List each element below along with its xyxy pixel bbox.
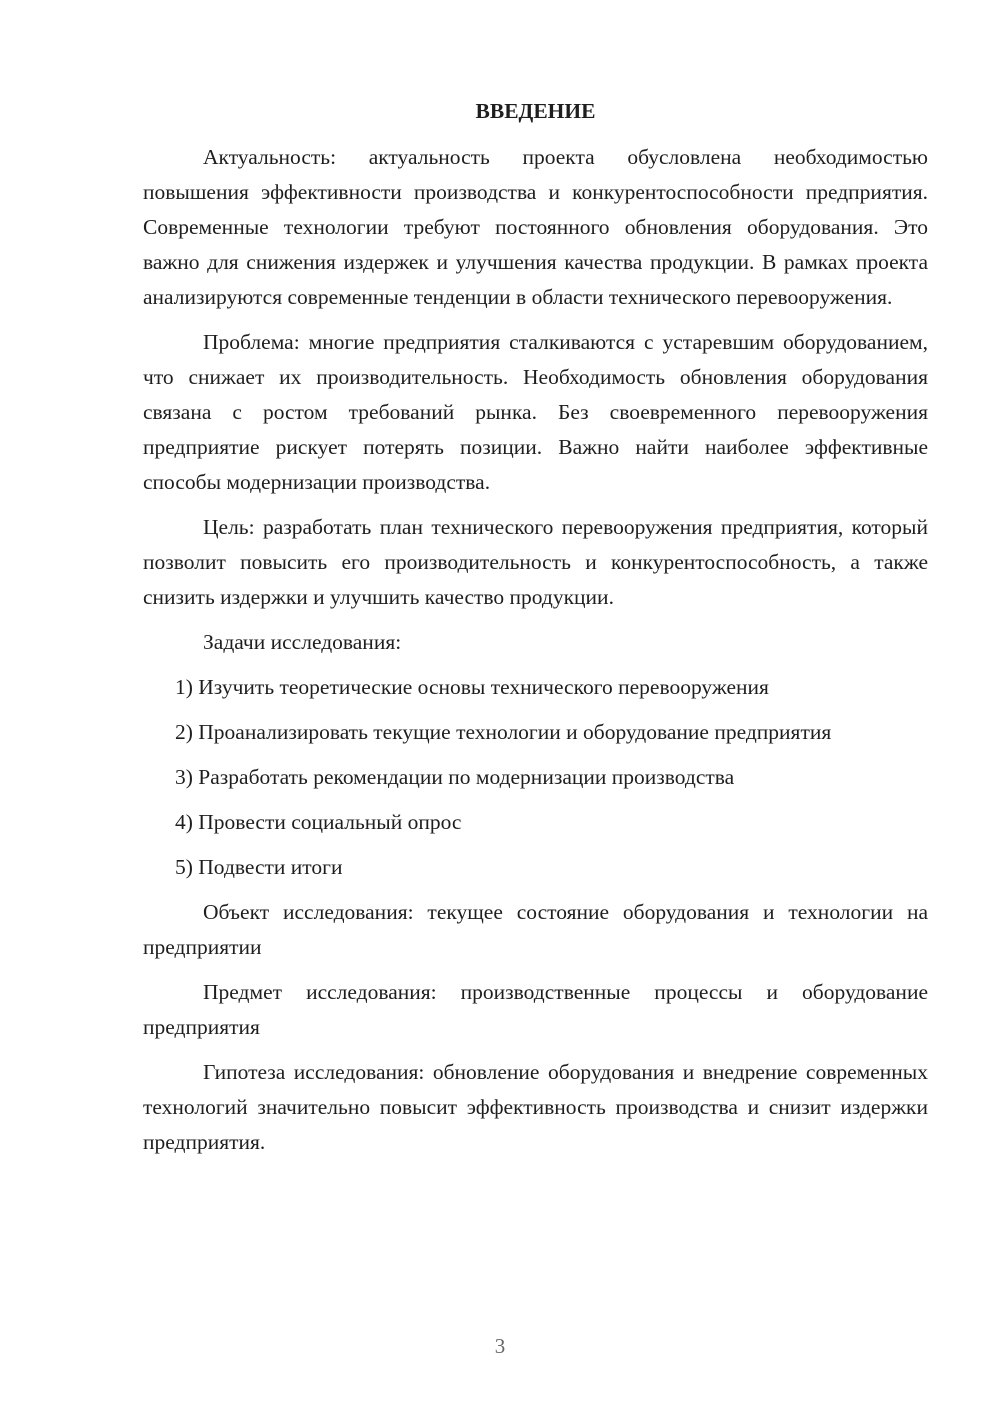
page-number: 3: [494, 1334, 506, 1358]
page-title: ВВЕДЕНИЕ: [475, 99, 596, 123]
document-page: [143, 94, 928, 1170]
paragraph-subject: Предмет исследования: производственные процессы и оборудование предприятия: [143, 980, 928, 1039]
paragraph-problem: Проблема: многие предприятия сталкиваются с устаревшим оборудованием, что снижает их производительность. Необходимость обновления оборудования связана с ростом требований рынка. Без своевременного перевооружения предприятие рискует потерять позиции. Важно найти наиболее эффективные способы модернизации производства.: [143, 330, 928, 494]
task-item: 4) Провести социальный опрос: [175, 810, 462, 834]
tasks-heading: Задачи исследования:: [203, 630, 402, 654]
task-item: 2) Проанализировать текущие технологии и оборудование предприятия: [175, 720, 832, 744]
task-item: 5) Подвести итоги: [175, 855, 343, 879]
paragraph-goal: Цель: разработать план технического перевооружения предприятия, который позволит повысить его производительность и конкурентоспособность, а также снизить издержки и улучшить качество продукции.: [143, 515, 928, 609]
paragraph-hypothesis: Гипотеза исследования: обновление оборудования и внедрение современных технологий значительно повысит эффективность производства и снизит издержки предприятия.: [143, 1060, 928, 1154]
paragraph-object: Объект исследования: текущее состояние оборудования и технологии на предприятии: [143, 900, 928, 959]
task-item: 3) Разработать рекомендации по модернизации производства: [175, 765, 735, 789]
task-item: 1) Изучить теоретические основы технического перевооружения: [175, 675, 769, 699]
paragraph-relevance: Актуальность: актуальность проекта обусловлена необходимостью повышения эффективности производства и конкурентоспособности предприятия. Современные технологии требуют постоянного обновления оборудования. Это важно для снижения издержек и улучшения качества продукции. В рамках проекта анализируются современные тенденции в области технического перевооружения.: [143, 145, 928, 309]
